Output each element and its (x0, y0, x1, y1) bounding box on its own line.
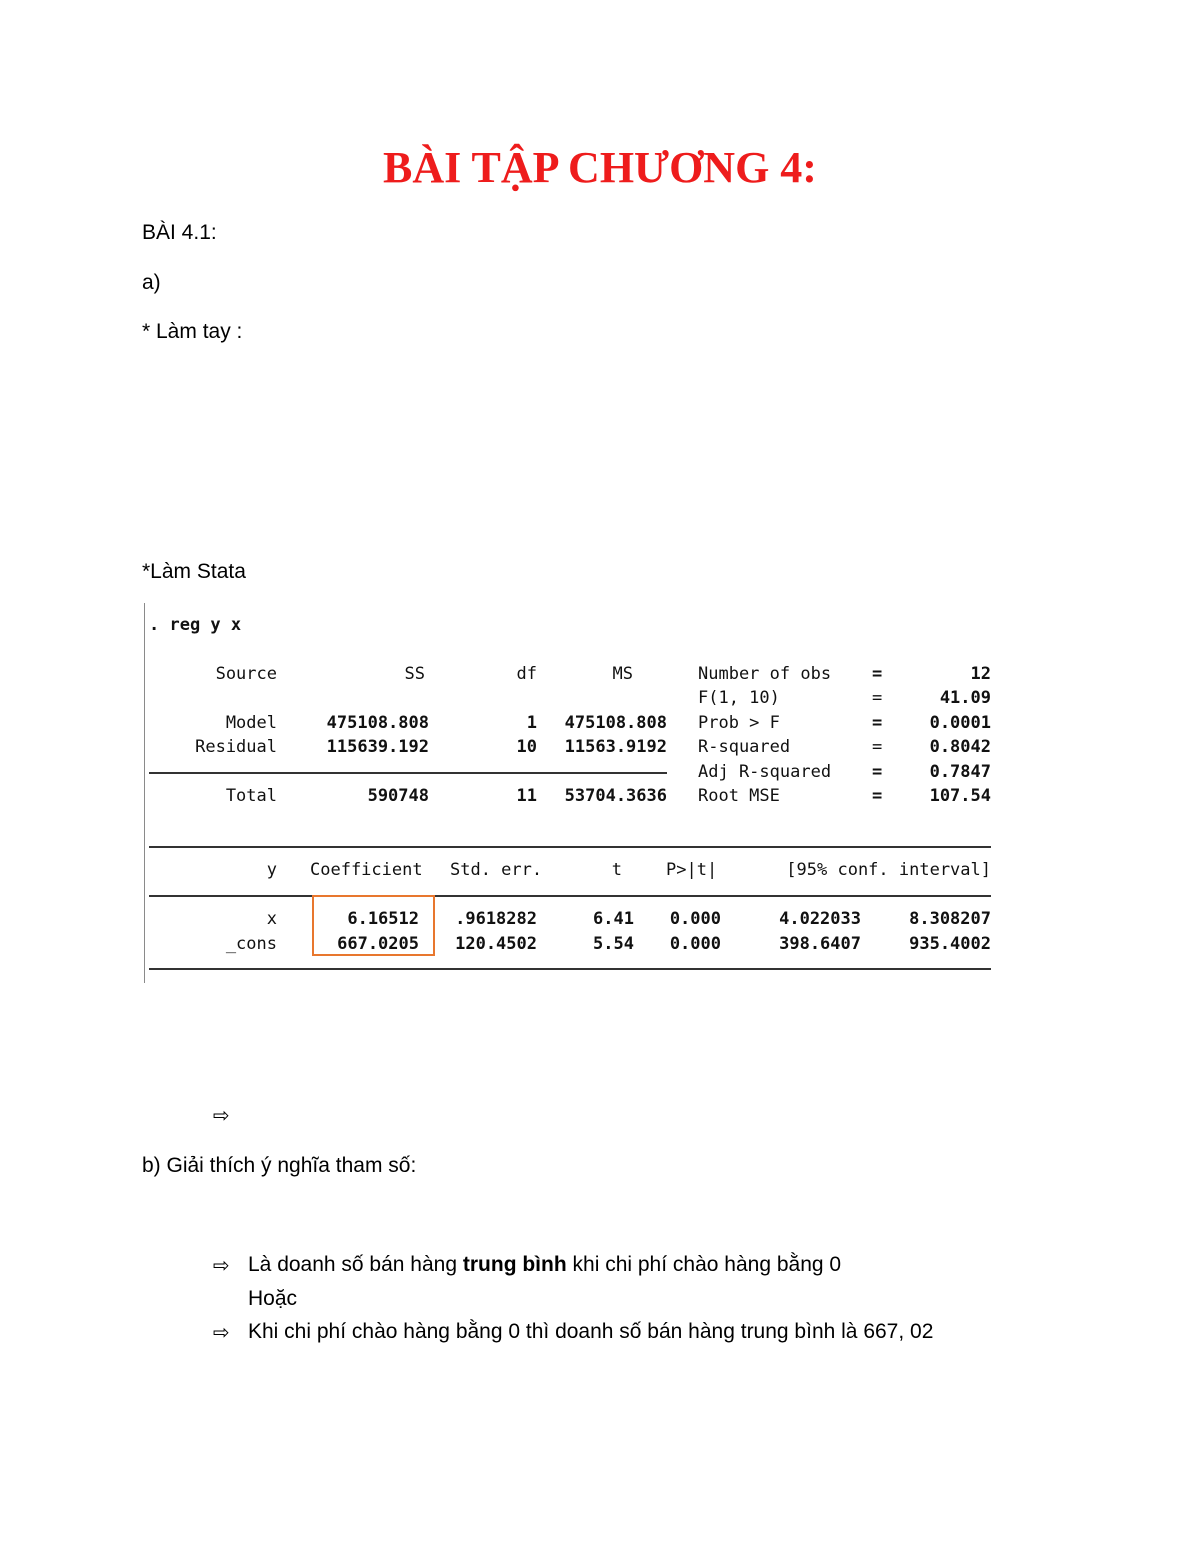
bullet-2: Khi chi phí chào hàng bằng 0 thì doanh số bán hàng trung bình là 667, 02 (248, 1320, 934, 1343)
coef-se-x: .9618282 (455, 909, 537, 929)
part-a-label: a) (142, 271, 161, 294)
exercise-heading: BÀI 4.1: (142, 221, 217, 244)
anova-df-residual: 10 (516, 737, 537, 757)
stat-eq-adjr2: = (872, 762, 883, 782)
coef-header-y: y (266, 860, 277, 880)
stat-label-rmse: Root MSE (698, 786, 780, 806)
anova-ss-total: 590748 (367, 786, 429, 806)
part-b-heading: b) Giải thích ý nghĩa tham số: (142, 1154, 417, 1177)
coef-hi-cons: 935.4002 (909, 934, 991, 954)
stata-output (144, 603, 995, 983)
anova-header-source: Source (215, 664, 277, 684)
anova-ss-residual: 115639.192 (326, 737, 429, 757)
stat-value-r2: 0.8042 (929, 737, 991, 757)
stat-value-adjr2: 0.7847 (929, 762, 991, 782)
stat-value-f: 41.09 (939, 688, 991, 708)
coef-t-cons: 5.54 (593, 934, 634, 954)
coef-bottom-divider (149, 968, 991, 970)
coef-t-x: 6.41 (593, 909, 634, 929)
anova-header-df: df (516, 664, 537, 684)
anova-divider (149, 772, 667, 774)
stat-label-nobs: Number of obs (698, 664, 832, 684)
stata-label: *Làm Stata (142, 560, 246, 583)
stata-command: . reg y x (149, 615, 242, 635)
coef-value-x: 6.16512 (347, 909, 419, 929)
coef-lo-x: 4.022033 (779, 909, 861, 929)
coef-se-cons: 120.4502 (455, 934, 537, 954)
arrow-icon: ⇨ (213, 1320, 230, 1344)
page-title: BÀI TẬP CHƯƠNG 4: (383, 143, 817, 192)
stat-eq-rmse: = (872, 786, 883, 806)
anova-source-model: Model (225, 713, 277, 733)
anova-df-model: 1 (526, 713, 537, 733)
anova-ms-total: 53704.3636 (564, 786, 667, 806)
arrow-icon: ⇨ (213, 1253, 230, 1277)
arrow-icon: ⇨ (213, 1103, 230, 1127)
stat-label-r2: R-squared (698, 737, 791, 757)
coef-value-cons: 667.0205 (337, 934, 419, 954)
manual-label: * Làm tay : (142, 320, 243, 343)
coef-header-stderr: Std. err. (450, 860, 543, 880)
anova-header-ms: MS (612, 664, 633, 684)
or-text: Hoặc (248, 1287, 298, 1310)
coef-p-cons: 0.000 (669, 934, 721, 954)
bullet-1 (248, 1253, 841, 1277)
coef-header-p: P>|t| (666, 860, 718, 880)
coef-header-t: t (611, 860, 622, 880)
stat-label-probf: Prob > F (698, 713, 780, 733)
anova-source-residual: Residual (195, 737, 277, 757)
coef-hi-x: 8.308207 (909, 909, 991, 929)
stat-value-nobs: 12 (970, 664, 991, 684)
bullet-1-post: khi chi phí chào hàng bằng 0 (566, 1253, 842, 1276)
stat-label-adjr2: Adj R-squared (698, 762, 832, 782)
coef-header-coefficient: Coefficient (310, 860, 423, 880)
coef-mid-divider (149, 895, 991, 897)
coef-var-cons: _cons (225, 934, 277, 954)
anova-header-ss: SS (404, 664, 425, 684)
stat-eq-nobs: = (872, 664, 883, 684)
anova-ss-model: 475108.808 (326, 713, 429, 733)
stat-eq-r2: = (872, 737, 883, 757)
coef-header-ci: [95% conf. interval] (786, 860, 991, 880)
stat-label-f: F(1, 10) (698, 688, 780, 708)
stat-eq-probf: = (872, 713, 883, 733)
coef-var-x: x (266, 909, 277, 929)
anova-ms-residual: 11563.9192 (564, 737, 667, 757)
anova-ms-model: 475108.808 (564, 713, 667, 733)
bullet-1-pre: Là doanh số bán hàng (248, 1253, 463, 1276)
bullet-1-bold: trung bình (462, 1253, 567, 1276)
stat-eq-f: = (872, 688, 883, 708)
coef-top-divider (149, 846, 991, 848)
stat-value-probf: 0.0001 (929, 713, 991, 733)
anova-source-total: Total (225, 786, 277, 806)
anova-df-total: 11 (516, 786, 537, 806)
coef-p-x: 0.000 (669, 909, 721, 929)
coef-lo-cons: 398.6407 (779, 934, 861, 954)
stat-value-rmse: 107.54 (929, 786, 991, 806)
